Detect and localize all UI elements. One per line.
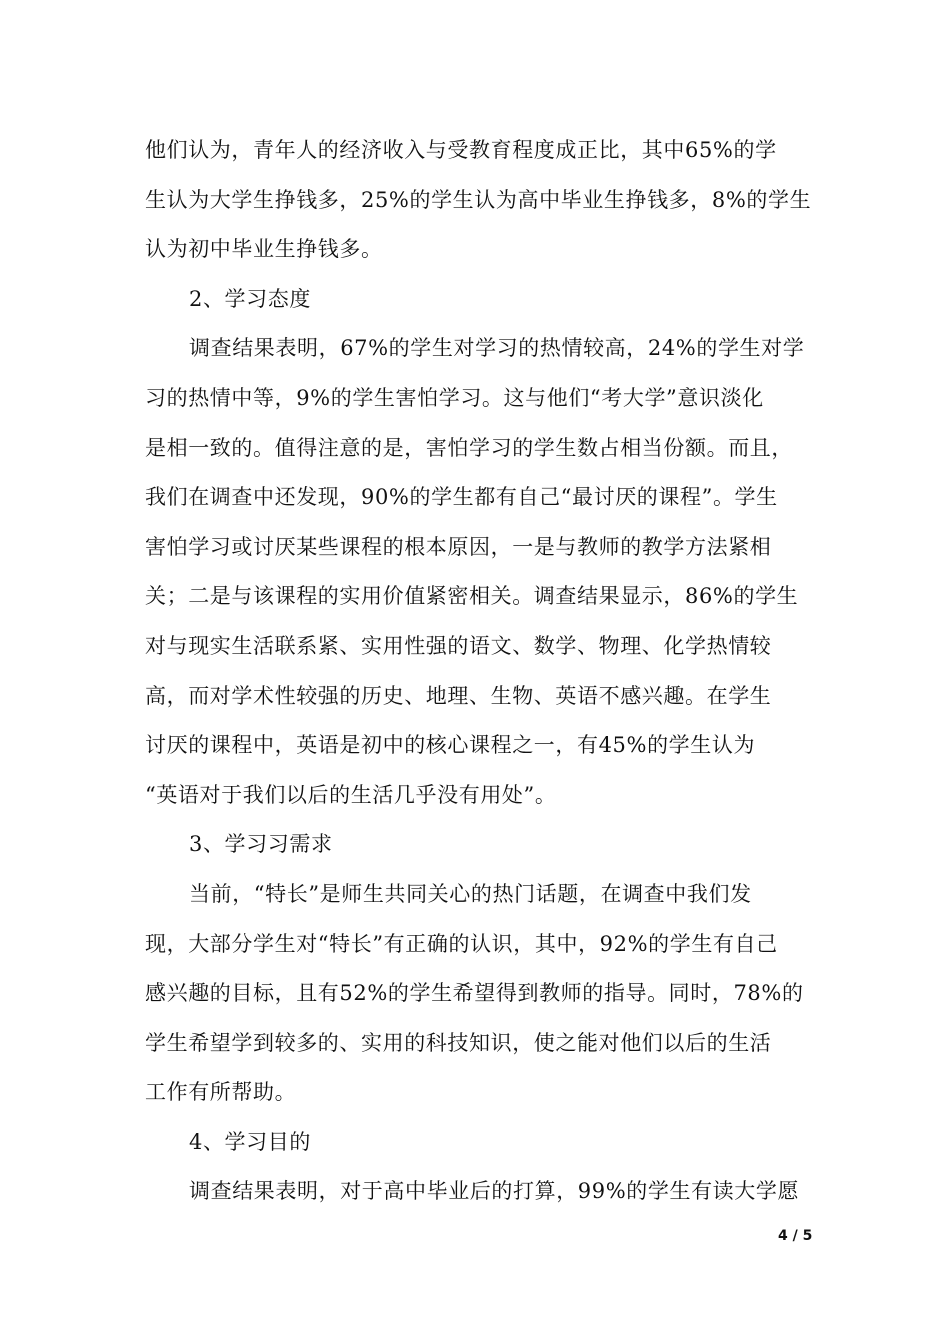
body-text-line: 感兴趣的目标，且有52%的学生希望得到教师的指导。同时，78%的	[145, 981, 804, 1006]
body-text-line: 调查结果表明，对于高中毕业后的打算，99%的学生有读大学愿	[189, 1179, 800, 1204]
body-text-line: 认为初中毕业生挣钱多。	[145, 237, 383, 262]
document-body	[145, 126, 815, 1217]
page-number: 4 / 5	[778, 1228, 813, 1244]
body-text-line: 工作有所帮助。	[145, 1080, 297, 1105]
body-text-line: “英语对于我们以后的生活几乎没有用处”。	[145, 782, 557, 807]
body-text-line: 是相一致的。值得注意的是，害怕学习的学生数占相当份额。而且，	[145, 435, 793, 460]
body-text-line: 生认为大学生挣钱多，25%的学生认为高中毕业生挣钱多，8%的学生	[145, 187, 812, 212]
body-text-line: 对与现实生活联系紧、实用性强的语文、数学、物理、化学热情较	[145, 633, 772, 658]
body-text-line: 现，大部分学生对“特长”有正确的认识，其中，92%的学生有自己	[145, 931, 778, 956]
body-text-line: 调查结果表明，67%的学生对学习的热情较高，24%的学生对学	[189, 336, 805, 361]
section-heading-attitude: 2、学习态度	[189, 286, 311, 311]
section-heading-purpose: 4、学习目的	[189, 1129, 311, 1154]
body-text-line: 他们认为，青年人的经济收入与受教育程度成正比，其中65%的学	[145, 138, 777, 162]
body-text-line: 学生希望学到较多的、实用的科技知识，使之能对他们以后的生活	[145, 1030, 772, 1055]
body-text-line: 习的热情中等，9%的学生害怕学习。这与他们“考大学”意识淡化	[145, 385, 764, 410]
section-heading-needs: 3、学习习需求	[189, 832, 333, 857]
body-text-line: 高，而对学术性较强的历史、地理、生物、英语不感兴趣。在学生	[145, 683, 772, 708]
body-text-line: 讨厌的课程中，英语是初中的核心课程之一，有45%的学生认为	[145, 733, 756, 758]
body-text-line: 害怕学习或讨厌某些课程的根本原因，一是与教师的教学方法紧相	[145, 534, 772, 559]
body-text-line: 关；二是与该课程的实用价值紧密相关。调查结果显示，86%的学生	[145, 584, 799, 609]
body-text-line: 我们在调查中还发现，90%的学生都有自己“最讨厌的课程”。学生	[145, 485, 778, 510]
body-text-line: 当前，“特长”是师生共同关心的热门话题，在调查中我们发	[189, 881, 752, 906]
